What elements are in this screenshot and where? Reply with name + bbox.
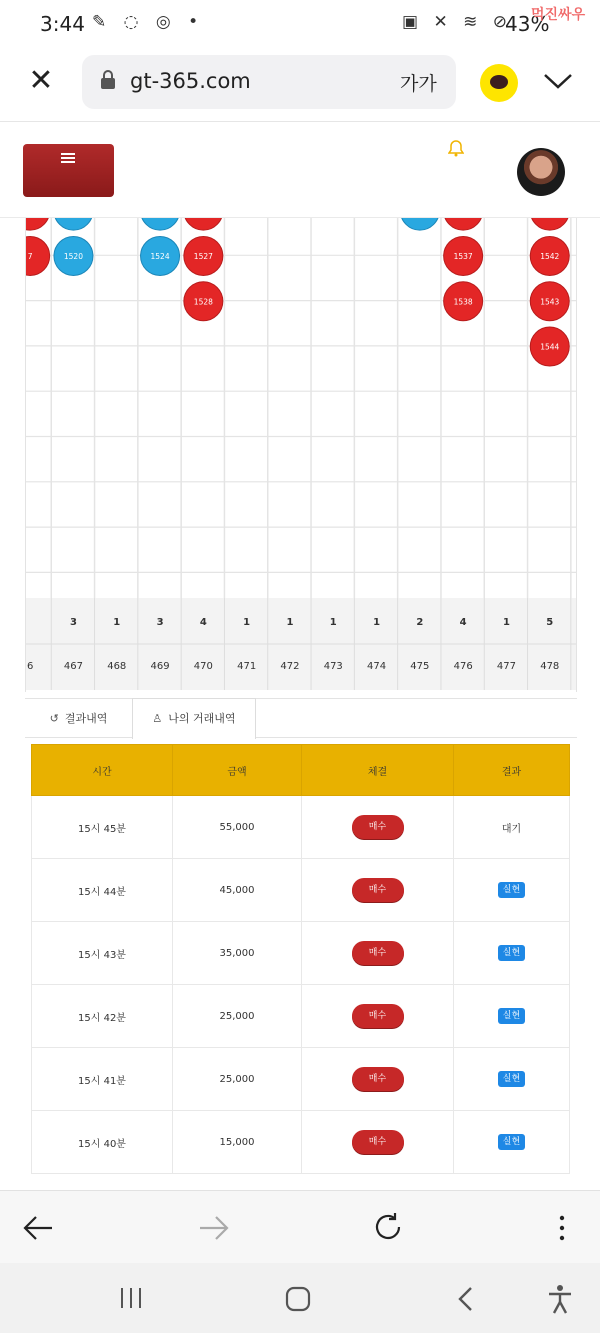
header-execution: 체결	[302, 745, 454, 796]
round-number: 469	[150, 661, 170, 672]
column-count: 3	[69, 617, 77, 628]
cell-execution	[302, 796, 454, 859]
chevron-down-icon[interactable]	[540, 66, 576, 96]
tab-results[interactable]	[25, 699, 132, 739]
url-text: gt-365.com	[130, 69, 251, 93]
lock-icon	[100, 70, 116, 90]
ball-label: 1527	[193, 251, 213, 261]
battery-level: 43%	[505, 12, 550, 36]
cell-result	[454, 922, 570, 985]
status-time: 3:44	[40, 12, 85, 36]
round-number: 477	[496, 661, 516, 672]
cell-amount: 15,000	[173, 1111, 302, 1174]
ball-label: 1528	[193, 297, 213, 307]
round-number: 471	[237, 661, 257, 672]
address-bar[interactable]	[82, 55, 456, 109]
cell-time: 15시 40분	[32, 1111, 173, 1174]
result-text: 대기	[501, 823, 522, 835]
tabs-bar	[25, 698, 577, 738]
result-badge: 실현	[498, 882, 525, 898]
cell-time: 15시 44분	[32, 859, 173, 922]
cell-result	[454, 796, 570, 859]
recents-icon[interactable]	[118, 1287, 144, 1309]
result-ball	[444, 218, 483, 230]
buy-badge[interactable]: 매수	[352, 1130, 404, 1154]
round-number: 472	[280, 661, 300, 672]
column-count: 1	[329, 617, 337, 628]
grid-svg	[26, 218, 577, 692]
round-number: 467	[63, 661, 83, 672]
round-number: 476	[453, 661, 473, 672]
column-count: 1	[243, 617, 251, 628]
column-count: 3	[156, 617, 164, 628]
kakao-chat-button[interactable]	[480, 64, 518, 102]
buy-badge[interactable]: 매수	[352, 815, 404, 839]
history-icon: ↺	[49, 712, 59, 725]
site-header	[0, 123, 600, 218]
home-icon[interactable]	[285, 1286, 311, 1312]
ball-label: 1544	[540, 342, 560, 352]
forward-arrow-icon[interactable]	[198, 1213, 230, 1243]
status-bar	[0, 0, 600, 50]
tab-my-trades-label: 나의 거래내역	[168, 712, 236, 725]
cell-amount: 25,000	[173, 985, 302, 1048]
result-ball	[26, 218, 50, 230]
result-badge: 실현	[498, 945, 525, 961]
cell-amount: 25,000	[173, 1048, 302, 1111]
tab-results-label: 결과내역	[64, 712, 108, 725]
watermark-logo: 먹진싸우	[531, 7, 586, 23]
column-count: 1	[373, 617, 381, 628]
column-count: 1	[113, 617, 121, 628]
column-count: 4	[199, 617, 207, 628]
table-row	[32, 1048, 570, 1111]
round-number: 478	[540, 661, 560, 672]
browser-nav-bar	[0, 1190, 600, 1263]
system-icons: ▣ ✕ ≋ ⊘	[402, 12, 513, 32]
cell-amount: 45,000	[173, 859, 302, 922]
table-row	[32, 922, 570, 985]
table-row	[32, 985, 570, 1048]
text-size-button[interactable]: 가가	[400, 73, 437, 95]
ball-label: 1538	[453, 297, 473, 307]
buy-badge[interactable]: 매수	[352, 1067, 404, 1091]
result-ball	[530, 218, 569, 230]
ball-label: 1520	[63, 251, 83, 261]
hamburger-icon	[61, 153, 75, 163]
ball-label: 1537	[453, 251, 473, 261]
ball-label: 1542	[540, 251, 560, 261]
trade-history-table	[31, 744, 570, 1174]
buy-badge[interactable]: 매수	[352, 878, 404, 902]
tab-my-trades[interactable]	[132, 698, 256, 739]
result-ball	[184, 218, 223, 230]
cell-amount: 55,000	[173, 796, 302, 859]
round-number: 475	[410, 661, 430, 672]
round-number: 6	[26, 661, 34, 672]
round-number: 473	[323, 661, 343, 672]
buy-badge[interactable]: 매수	[352, 941, 404, 965]
cell-time: 15시 42분	[32, 985, 173, 1048]
result-ball	[54, 218, 93, 230]
column-count: 2	[416, 617, 424, 628]
result-ball	[141, 218, 180, 230]
cell-time: 15시 43분	[32, 922, 173, 985]
close-icon[interactable]: ✕	[28, 63, 54, 98]
trade-table-body	[32, 796, 570, 1174]
cell-execution	[302, 859, 454, 922]
cell-result	[454, 1048, 570, 1111]
result-badge: 실현	[498, 1134, 525, 1150]
ball-label: 1543	[540, 297, 560, 307]
table-row	[32, 859, 570, 922]
more-options-icon[interactable]	[552, 1213, 572, 1243]
round-number: 470	[193, 661, 213, 672]
notification-icons: ✎ ◌ ◎ •	[92, 12, 205, 32]
cell-execution	[302, 922, 454, 985]
result-grid	[25, 218, 577, 692]
accessibility-icon[interactable]	[547, 1284, 573, 1314]
menu-button[interactable]	[23, 144, 114, 197]
ball-label: 1524	[150, 251, 170, 261]
cell-time: 15시 41분	[32, 1048, 173, 1111]
refresh-icon[interactable]	[372, 1211, 404, 1243]
header-result: 결과	[454, 745, 570, 796]
user-icon: ♙	[152, 712, 163, 725]
table-row	[32, 796, 570, 859]
round-number: 468	[107, 661, 127, 672]
back-arrow-icon[interactable]	[22, 1213, 54, 1243]
table-row	[32, 1111, 570, 1174]
cell-result	[454, 1111, 570, 1174]
ball-label: 7	[27, 251, 33, 261]
cell-result	[454, 985, 570, 1048]
column-count: 4	[459, 617, 467, 628]
result-badge: 실현	[498, 1071, 525, 1087]
nav-back-icon[interactable]	[456, 1286, 476, 1312]
android-nav-bar	[0, 1263, 600, 1333]
column-count: 1	[502, 617, 510, 628]
cell-execution	[302, 985, 454, 1048]
buy-badge[interactable]: 매수	[352, 1004, 404, 1028]
round-number: 474	[367, 661, 387, 672]
column-count: 1	[286, 617, 294, 628]
header-time: 시간	[32, 745, 173, 796]
header-amount: 금액	[173, 745, 302, 796]
cell-execution	[302, 1111, 454, 1174]
result-ball	[400, 218, 439, 230]
column-count: 5	[546, 617, 554, 628]
result-badge: 실현	[498, 1008, 525, 1024]
table-header-row	[32, 745, 570, 796]
cell-result	[454, 859, 570, 922]
chat-bubble-icon	[490, 75, 508, 89]
cell-time: 15시 45분	[32, 796, 173, 859]
bell-icon[interactable]	[448, 139, 464, 157]
cell-execution	[302, 1048, 454, 1111]
avatar[interactable]	[517, 148, 565, 196]
cell-amount: 35,000	[173, 922, 302, 985]
